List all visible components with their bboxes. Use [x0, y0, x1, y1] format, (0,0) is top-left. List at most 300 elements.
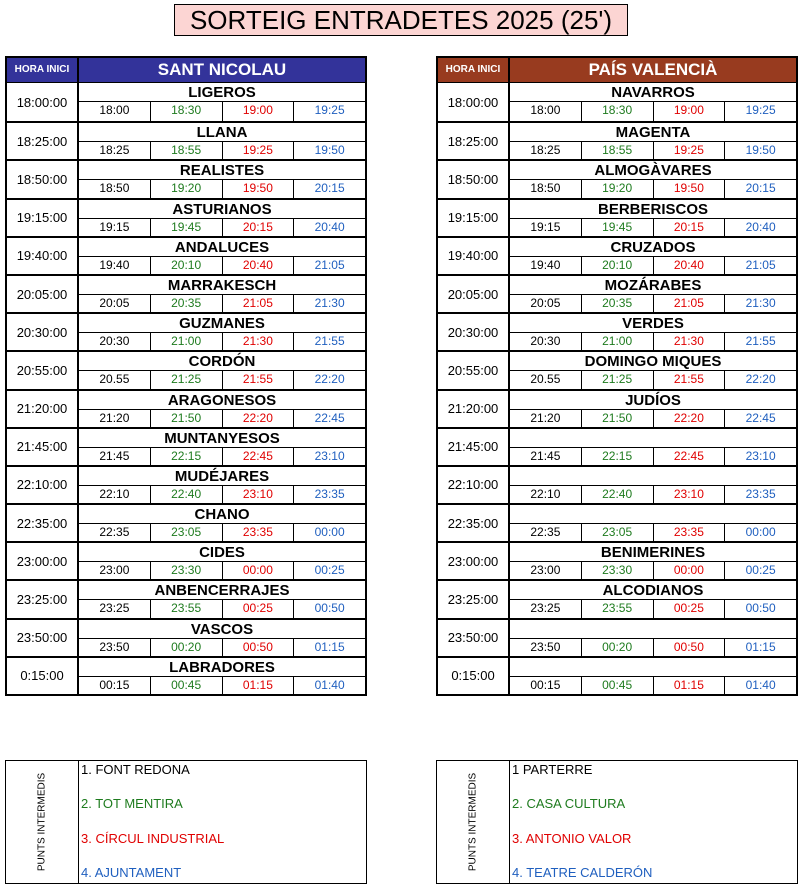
point-time-4: 20:40 [745, 219, 776, 234]
schedule-row [438, 656, 796, 694]
row-main [510, 238, 796, 274]
point-time-1: 18:25 [79, 142, 151, 159]
row-main [79, 314, 365, 350]
point-time-2: 00:20 [582, 639, 654, 656]
point-time-1: 22:35 [79, 524, 151, 541]
point-time-2: 22:40 [151, 486, 223, 503]
point-time-2: 22:40 [582, 486, 654, 503]
schedule-row [438, 350, 796, 388]
point-time-4: 01:40 [314, 677, 345, 692]
legend-side [6, 761, 79, 883]
comparsa-name [510, 429, 796, 448]
legend-item: 3. ANTONIO VALOR [512, 830, 632, 846]
schedule-row [7, 503, 365, 541]
point-time-3: 19:25 [223, 142, 295, 159]
point-time-3: 00:25 [654, 600, 726, 617]
comparsa-name: BENIMERINES [510, 543, 796, 562]
point-time-2: 19:20 [151, 180, 223, 197]
start-time: 18:00:00 [7, 83, 79, 121]
point-time-3: 19:00 [654, 102, 726, 121]
point-times [79, 600, 365, 617]
point-time-3: 21:55 [223, 371, 295, 388]
point-times [510, 524, 796, 541]
point-time-4: 19:50 [745, 143, 776, 158]
schedule-row [438, 541, 796, 579]
page-title: SORTEIG ENTRADETES 2025 (25') [174, 4, 628, 36]
point-time-2: 21:50 [151, 410, 223, 427]
point-time-3: 22:20 [223, 410, 295, 427]
schedule-row [438, 159, 796, 197]
point-time-2: 21:00 [151, 333, 223, 350]
point-time-4: 22:20 [745, 372, 776, 387]
point-time-2: 23:05 [582, 524, 654, 541]
start-time: 22:35:00 [438, 505, 510, 541]
legend-item: 1 PARTERRE [512, 762, 593, 777]
point-time-2: 21:25 [582, 371, 654, 388]
point-times [79, 102, 365, 121]
point-times [79, 562, 365, 579]
legend-item: 4. AJUNTAMENT [81, 864, 182, 880]
point-time-3: 20:40 [654, 257, 726, 274]
point-time-2: 18:55 [582, 142, 654, 159]
point-time-3: 00:00 [654, 562, 726, 579]
point-time-4: 21:30 [745, 295, 776, 310]
point-time-3: 01:15 [223, 677, 295, 694]
row-main [510, 543, 796, 579]
point-time-4: 01:15 [745, 639, 776, 654]
point-time-1: 00:15 [510, 677, 582, 694]
point-time-4: 01:15 [314, 639, 345, 654]
start-time: 18:25:00 [438, 123, 510, 159]
point-time-4: 00:00 [314, 525, 345, 540]
comparsa-name: VASCOS [79, 620, 365, 639]
start-time: 19:15:00 [438, 200, 510, 236]
point-time-3: 20:15 [654, 219, 726, 236]
point-time-2: 19:20 [582, 180, 654, 197]
row-main [510, 391, 796, 427]
row-main [79, 391, 365, 427]
point-time-2: 21:50 [582, 410, 654, 427]
point-times [79, 180, 365, 197]
comparsa-name: ANDALUCES [79, 238, 365, 257]
schedule-header [7, 58, 365, 83]
row-main [510, 620, 796, 656]
point-time-3: 00:50 [654, 639, 726, 656]
schedule-rows [438, 83, 796, 694]
schedule-row [438, 579, 796, 617]
row-main [79, 505, 365, 541]
start-time: 21:45:00 [438, 429, 510, 465]
point-time-2: 23:05 [151, 524, 223, 541]
point-time-3: 19:00 [223, 102, 295, 121]
point-times [510, 219, 796, 236]
point-time-3: 21:30 [654, 333, 726, 350]
point-time-4: 23:35 [745, 486, 776, 501]
schedule-row [438, 121, 796, 159]
start-time: 21:20:00 [438, 391, 510, 427]
schedule-row [7, 159, 365, 197]
row-main [510, 276, 796, 312]
point-times [79, 486, 365, 503]
schedule-row [438, 198, 796, 236]
point-time-2: 21:25 [151, 371, 223, 388]
point-times [510, 639, 796, 656]
point-time-1: 19:15 [510, 219, 582, 236]
schedule-row [7, 236, 365, 274]
comparsa-name: ALCODIANOS [510, 581, 796, 600]
point-time-2: 20:10 [151, 257, 223, 274]
point-time-3: 22:20 [654, 410, 726, 427]
row-main [510, 123, 796, 159]
point-time-1: 18:50 [510, 180, 582, 197]
point-times [510, 600, 796, 617]
point-time-1: 20:05 [510, 295, 582, 312]
point-time-1: 20:05 [79, 295, 151, 312]
comparsa-name: LLANA [79, 123, 365, 142]
schedule-row [7, 656, 365, 694]
point-times [510, 448, 796, 465]
row-main [510, 467, 796, 503]
point-times [79, 448, 365, 465]
point-time-1: 23:00 [510, 562, 582, 579]
point-times [79, 371, 365, 388]
start-time: 19:40:00 [438, 238, 510, 274]
point-time-1: 19:40 [79, 257, 151, 274]
point-time-2: 00:45 [582, 677, 654, 694]
route-name: PAÍS VALENCIÀ [510, 58, 796, 82]
point-time-4: 00:50 [745, 601, 776, 616]
point-time-4: 00:25 [745, 563, 776, 578]
point-time-4: 21:55 [745, 334, 776, 349]
schedule-sant-nicolau [5, 56, 367, 696]
start-time: 22:35:00 [7, 505, 79, 541]
schedule-row [7, 389, 365, 427]
comparsa-name: CORDÓN [79, 352, 365, 371]
point-time-1: 18:00 [510, 102, 582, 121]
point-times [79, 257, 365, 274]
row-main [79, 658, 365, 694]
start-time: 19:40:00 [7, 238, 79, 274]
legend-item: 3. CÍRCUL INDUSTRIAL [81, 830, 225, 846]
point-times [510, 410, 796, 427]
point-time-4: 00:25 [314, 563, 345, 578]
start-time: 22:10:00 [438, 467, 510, 503]
legend-pais-valencia [436, 760, 798, 884]
point-time-1: 22:10 [79, 486, 151, 503]
point-time-3: 00:25 [223, 600, 295, 617]
point-time-4: 01:40 [745, 677, 776, 692]
row-main [79, 352, 365, 388]
schedule-row [7, 465, 365, 503]
point-time-1: 21:45 [510, 448, 582, 465]
point-time-2: 18:55 [151, 142, 223, 159]
point-times [510, 295, 796, 312]
point-time-2: 19:45 [151, 219, 223, 236]
point-time-4: 22:45 [745, 410, 776, 425]
schedule-row [7, 198, 365, 236]
point-time-3: 20:40 [223, 257, 295, 274]
schedule-row [7, 274, 365, 312]
start-time: 0:15:00 [7, 658, 79, 694]
comparsa-name [510, 467, 796, 486]
point-time-2: 19:45 [582, 219, 654, 236]
point-time-3: 21:30 [223, 333, 295, 350]
comparsa-name: MUDÉJARES [79, 467, 365, 486]
schedule-rows [7, 83, 365, 694]
comparsa-name: GUZMANES [79, 314, 365, 333]
point-time-3: 01:15 [654, 677, 726, 694]
start-time: 23:50:00 [7, 620, 79, 656]
schedule-row [438, 389, 796, 427]
point-time-4: 00:50 [314, 601, 345, 616]
start-time: 19:15:00 [7, 200, 79, 236]
comparsa-name [510, 505, 796, 524]
row-main [79, 581, 365, 617]
point-time-3: 21:55 [654, 371, 726, 388]
comparsa-name: CHANO [79, 505, 365, 524]
schedule-row [7, 541, 365, 579]
point-time-3: 19:50 [654, 180, 726, 197]
point-times [79, 639, 365, 656]
comparsa-name: ARAGONESOS [79, 391, 365, 410]
point-time-3: 23:35 [223, 524, 295, 541]
comparsa-name: DOMINGO MIQUES [510, 352, 796, 371]
schedule-pais-valencia [436, 56, 798, 696]
comparsa-name: MAGENTA [510, 123, 796, 142]
comparsa-name [510, 620, 796, 639]
point-time-2: 00:45 [151, 677, 223, 694]
comparsa-name: CRUZADOS [510, 238, 796, 257]
row-main [79, 276, 365, 312]
start-time: 21:20:00 [7, 391, 79, 427]
schedule-row [7, 312, 365, 350]
point-time-4: 23:10 [314, 448, 345, 463]
point-time-4: 23:10 [745, 448, 776, 463]
point-time-2: 20:35 [582, 295, 654, 312]
point-time-2: 23:30 [582, 562, 654, 579]
row-main [79, 161, 365, 197]
comparsa-name: BERBERISCOS [510, 200, 796, 219]
point-time-4: 21:55 [314, 334, 345, 349]
start-time: 20:05:00 [438, 276, 510, 312]
legend-items [510, 761, 797, 883]
legend-label: PUNTS INTERMEDIS [467, 772, 479, 872]
point-times [79, 219, 365, 236]
point-time-2: 21:00 [582, 333, 654, 350]
point-time-4: 22:45 [314, 410, 345, 425]
start-time: 20:55:00 [7, 352, 79, 388]
point-time-1: 23:25 [510, 600, 582, 617]
point-time-4: 20:15 [314, 181, 345, 196]
row-main [510, 83, 796, 121]
point-time-1: 23:25 [79, 600, 151, 617]
point-time-4: 22:20 [314, 372, 345, 387]
point-times [79, 142, 365, 159]
row-main [510, 505, 796, 541]
point-time-1: 20.55 [79, 371, 151, 388]
comparsa-name: NAVARROS [510, 83, 796, 102]
comparsa-name: MUNTANYESOS [79, 429, 365, 448]
schedule-header [438, 58, 796, 83]
start-time: 18:50:00 [7, 161, 79, 197]
hora-inici-header: HORA INICI [7, 58, 79, 82]
point-time-1: 23:00 [79, 562, 151, 579]
legend-item: 4. TEATRE CALDERÓN [512, 864, 653, 880]
point-time-3: 21:05 [654, 295, 726, 312]
start-time: 23:00:00 [7, 543, 79, 579]
schedule-row [438, 274, 796, 312]
point-time-2: 22:15 [151, 448, 223, 465]
start-time: 23:25:00 [438, 581, 510, 617]
route-name: SANT NICOLAU [79, 58, 365, 82]
point-time-1: 21:20 [79, 410, 151, 427]
point-time-1: 20:30 [510, 333, 582, 350]
row-main [79, 238, 365, 274]
point-time-2: 23:30 [151, 562, 223, 579]
row-main [510, 581, 796, 617]
point-time-4: 19:25 [745, 103, 776, 117]
point-time-3: 19:25 [654, 142, 726, 159]
point-time-1: 21:45 [79, 448, 151, 465]
point-time-2: 23:55 [582, 600, 654, 617]
point-time-3: 23:10 [654, 486, 726, 503]
legend-item: 2. TOT MENTIRA [81, 796, 183, 812]
legend-label: PUNTS INTERMEDIS [36, 772, 48, 872]
row-main [79, 83, 365, 121]
point-time-1: 23:50 [79, 639, 151, 656]
start-time: 23:50:00 [438, 620, 510, 656]
start-time: 23:00:00 [438, 543, 510, 579]
legend-side [437, 761, 510, 883]
point-time-1: 18:00 [79, 102, 151, 121]
point-time-4: 21:30 [314, 295, 345, 310]
row-main [79, 429, 365, 465]
schedule-row [7, 350, 365, 388]
point-times [79, 295, 365, 312]
point-time-1: 19:40 [510, 257, 582, 274]
start-time: 23:25:00 [7, 581, 79, 617]
point-time-1: 20:30 [79, 333, 151, 350]
start-time: 22:10:00 [7, 467, 79, 503]
row-main [79, 467, 365, 503]
schedule-row [438, 503, 796, 541]
start-time: 18:50:00 [438, 161, 510, 197]
row-main [79, 123, 365, 159]
point-time-2: 18:30 [582, 102, 654, 121]
point-times [510, 180, 796, 197]
point-time-1: 22:35 [510, 524, 582, 541]
point-time-1: 00:15 [79, 677, 151, 694]
start-time: 18:00:00 [438, 83, 510, 121]
start-time: 20:30:00 [7, 314, 79, 350]
legend-item: 2. CASA CULTURA [512, 796, 626, 812]
point-times [510, 257, 796, 274]
schedule-row [438, 618, 796, 656]
point-time-3: 00:00 [223, 562, 295, 579]
point-times [79, 524, 365, 541]
point-time-4: 19:50 [314, 143, 345, 158]
point-time-3: 00:50 [223, 639, 295, 656]
point-times [79, 677, 365, 694]
start-time: 21:45:00 [7, 429, 79, 465]
start-time: 20:30:00 [438, 314, 510, 350]
schedule-row [438, 83, 796, 121]
comparsa-name: ASTURIANOS [79, 200, 365, 219]
comparsa-name: MOZÁRABES [510, 276, 796, 295]
point-times [79, 410, 365, 427]
schedule-row [7, 579, 365, 617]
comparsa-name: JUDÍOS [510, 391, 796, 410]
comparsa-name: MARRAKESCH [79, 276, 365, 295]
point-time-2: 20:10 [582, 257, 654, 274]
legend-item: 1. FONT REDONA [81, 762, 190, 777]
point-time-1: 20.55 [510, 371, 582, 388]
point-time-4: 19:25 [314, 103, 345, 117]
point-time-4: 20:15 [745, 181, 776, 196]
comparsa-name: ALMOGÀVARES [510, 161, 796, 180]
point-times [510, 142, 796, 159]
schedule-row [438, 236, 796, 274]
point-time-1: 23:50 [510, 639, 582, 656]
point-time-3: 23:35 [654, 524, 726, 541]
point-time-3: 22:45 [654, 448, 726, 465]
point-time-4: 23:35 [314, 486, 345, 501]
schedule-row [7, 618, 365, 656]
point-times [510, 333, 796, 350]
point-time-4: 00:00 [745, 525, 776, 540]
point-time-3: 19:50 [223, 180, 295, 197]
row-main [510, 352, 796, 388]
point-time-4: 21:05 [745, 257, 776, 272]
start-time: 20:55:00 [438, 352, 510, 388]
point-time-2: 22:15 [582, 448, 654, 465]
comparsa-name: LIGEROS [79, 83, 365, 102]
point-time-2: 18:30 [151, 102, 223, 121]
point-time-1: 18:50 [79, 180, 151, 197]
row-main [510, 200, 796, 236]
point-times [79, 333, 365, 350]
start-time: 0:15:00 [438, 658, 510, 694]
point-time-2: 00:20 [151, 639, 223, 656]
start-time: 20:05:00 [7, 276, 79, 312]
comparsa-name: ANBENCERRAJES [79, 581, 365, 600]
schedule-row [438, 427, 796, 465]
comparsa-name: LABRADORES [79, 658, 365, 677]
point-time-1: 22:10 [510, 486, 582, 503]
point-times [510, 102, 796, 121]
point-time-1: 19:15 [79, 219, 151, 236]
schedule-row [7, 121, 365, 159]
point-time-2: 23:55 [151, 600, 223, 617]
point-time-2: 20:35 [151, 295, 223, 312]
row-main [79, 200, 365, 236]
legend-sant-nicolau [5, 760, 367, 884]
legend-items [79, 761, 366, 883]
row-main [79, 620, 365, 656]
row-main [510, 161, 796, 197]
point-times [510, 486, 796, 503]
start-time: 18:25:00 [7, 123, 79, 159]
comparsa-name: VERDES [510, 314, 796, 333]
point-time-1: 18:25 [510, 142, 582, 159]
point-times [510, 677, 796, 694]
point-time-3: 21:05 [223, 295, 295, 312]
schedule-row [438, 312, 796, 350]
schedule-row [7, 427, 365, 465]
point-time-4: 20:40 [314, 219, 345, 234]
point-times [510, 371, 796, 388]
row-main [510, 429, 796, 465]
